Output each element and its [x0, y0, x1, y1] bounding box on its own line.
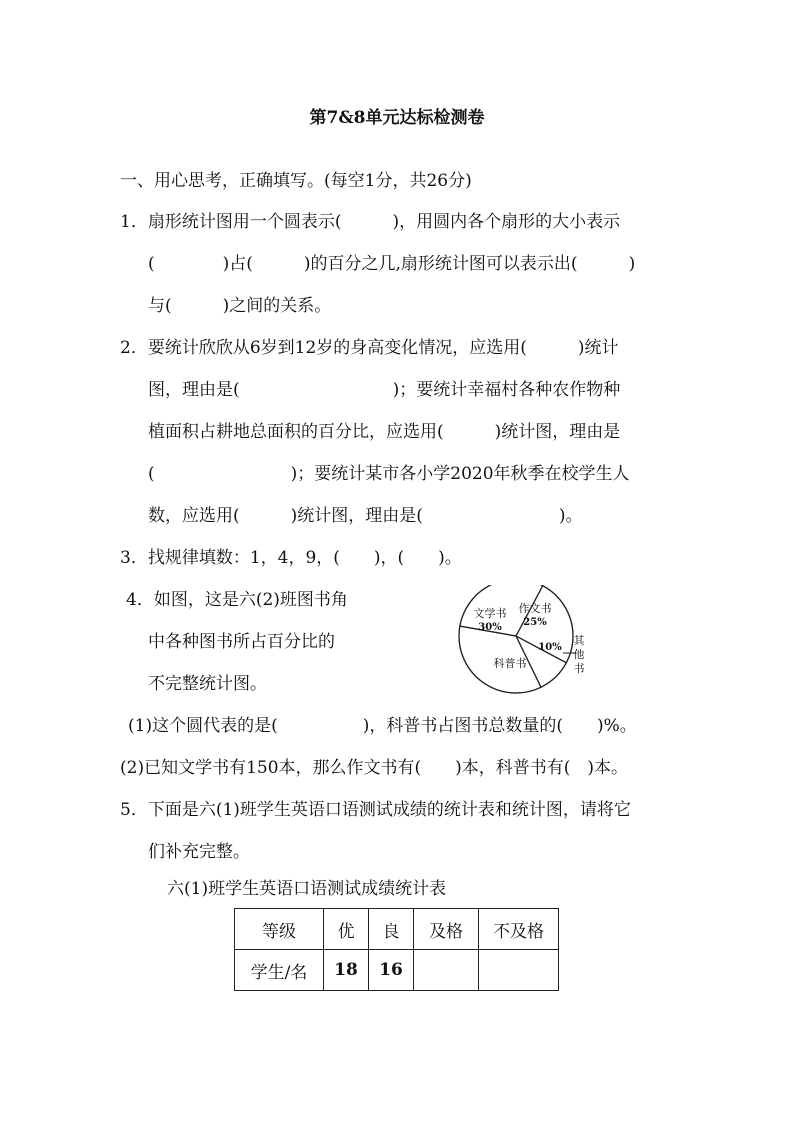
pie-slice-label: 科普书: [493, 657, 527, 670]
question-2-line-1: 2．要统计欣欣从6岁到12岁的身高变化情况，应选用( )统计: [120, 338, 619, 358]
question-2-line-5: 数，应选用( )统计图，理由是( )。: [148, 506, 583, 526]
question-2-line-2: 图，理由是( )；要统计幸福村各种农作物种: [148, 380, 621, 400]
pie-slice-value: 10%: [538, 642, 562, 653]
table-row-label: 学生/名: [235, 950, 324, 991]
table-cell: [479, 950, 559, 991]
table-title: 六(1)班学生英语口语测试成绩统计表: [167, 879, 447, 899]
question-1-line-1: 1．扇形统计图用一个圆表示( )，用圆内各个扇形的大小表示: [120, 212, 621, 232]
pie-slice-label-char: 其: [573, 634, 585, 647]
table-header-cell: 及格: [414, 909, 479, 950]
score-table: [234, 908, 559, 991]
table-cell: [414, 950, 479, 991]
question-4-sub-2: (2)已知文学书有150本，那么作文书有( )本，科普书有( )本。: [120, 758, 629, 778]
table-header-cell: 不及格: [479, 909, 559, 950]
question-3: 3．找规律填数：1，4，9，( )，( )。: [120, 548, 462, 568]
page-title: 第7&8单元达标检测卷: [309, 108, 485, 128]
question-2-line-4: ( )；要统计某市各小学2020年秋季在校学生人: [148, 464, 630, 484]
pie-slice-value: 25%: [523, 617, 547, 628]
table-header-cell: 良: [369, 909, 414, 950]
table-row: [235, 950, 559, 991]
question-1-line-2: ( )占( )的百分之几,扇形统计图可以表示出( ): [148, 254, 636, 274]
pie-slice-value: 30%: [478, 622, 502, 633]
section-heading: 一、用心思考，正确填写。(每空1分，共26分): [120, 171, 472, 191]
question-2-line-3: 植面积占耕地总面积的百分比，应选用( )统计图，理由是: [148, 422, 621, 442]
question-1-line-3: 与( )之间的关系。: [148, 296, 332, 316]
question-4-line-2: 中各种图书所占百分比的: [148, 632, 335, 652]
pie-slice-label-char: 他: [573, 648, 585, 661]
pie-slice-label: 文学书: [473, 607, 507, 620]
pie-chart: [455, 585, 615, 695]
pie-slice-label: 作文书: [518, 602, 552, 615]
question-4-line-1: 4．如图，这是六(2)班图书角: [126, 590, 348, 610]
question-4-line-3: 不完整统计图。: [148, 674, 267, 694]
table-header-cell: 等级: [235, 909, 324, 950]
question-4-sub-1: (1)这个圆代表的是( )，科普书占图书总数量的( )%。: [128, 716, 637, 736]
table-cell: 16: [369, 950, 414, 991]
pie-slice-label-char: 书: [573, 662, 585, 675]
question-5-line-2: 们补充完整。: [148, 842, 250, 862]
table-header-row: [235, 909, 559, 950]
table-cell: 18: [324, 950, 369, 991]
question-5-line-1: 5．下面是六(1)班学生英语口语测试成绩的统计表和统计图，请将它: [120, 800, 631, 820]
table-header-cell: 优: [324, 909, 369, 950]
